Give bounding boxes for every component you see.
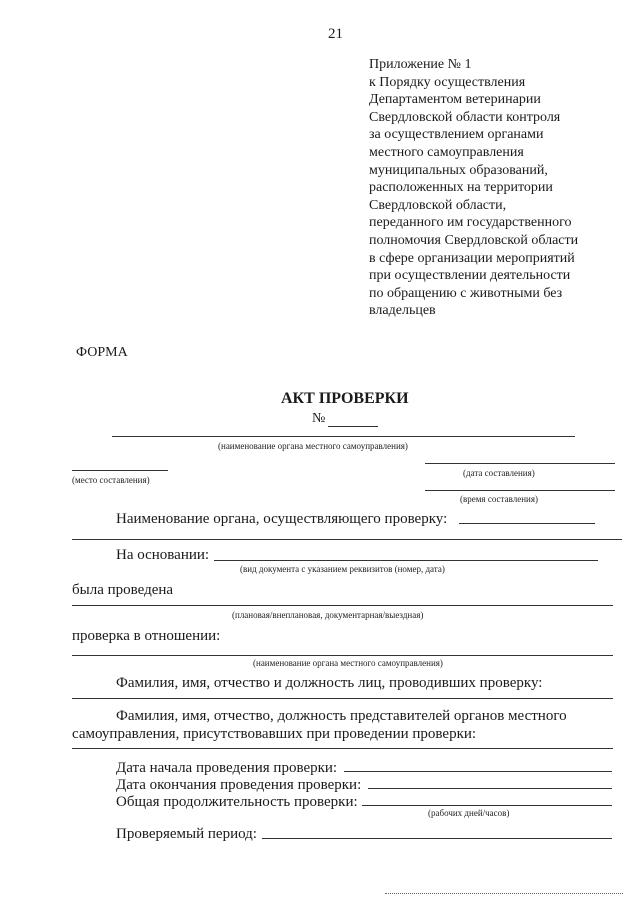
start-date-line[interactable] xyxy=(344,771,612,772)
date-line[interactable] xyxy=(425,463,615,464)
check-regarding-caption: (наименование органа местного самоуправления) xyxy=(253,658,443,668)
inspecting-organ-line-2[interactable] xyxy=(72,539,622,540)
appendix-line: Свердловской области контроля xyxy=(369,109,561,125)
appendix-line: в сфере организации мероприятий xyxy=(369,250,575,266)
organ-name-caption: (наименование органа местного самоуправления) xyxy=(218,441,408,451)
appendix-line: при осуществлении деятельности xyxy=(369,268,571,284)
appendix-line: полномочия Свердловской области xyxy=(369,232,579,248)
bottom-dotted-line xyxy=(385,893,623,894)
basis-line[interactable] xyxy=(214,560,598,561)
time-caption: (время составления) xyxy=(460,494,538,504)
time-line[interactable] xyxy=(425,490,615,491)
organ-name-line[interactable] xyxy=(112,436,575,437)
representatives-line[interactable] xyxy=(72,748,613,749)
appendix-line: Приложение № 1 xyxy=(369,57,472,72)
period-label: Проверяемый период: xyxy=(116,826,257,842)
basis-label: На основании: xyxy=(116,547,210,563)
check-type-line[interactable] xyxy=(72,605,613,606)
appendix-line: муниципальных образований, xyxy=(369,162,548,178)
appendix-line: Свердловской области, xyxy=(369,197,507,213)
appendix-block xyxy=(369,56,629,320)
place-line[interactable] xyxy=(72,470,168,471)
representatives-label-line-2: самоуправления, присутствовавших при проведении проверки: xyxy=(72,726,477,742)
check-regarding-line[interactable] xyxy=(72,655,613,656)
start-date-label: Дата начала проведения проверки: xyxy=(116,760,338,776)
inspecting-organ-label: Наименование органа, осуществляющего проверку: xyxy=(116,511,448,527)
appendix-line: местного самоуправления xyxy=(369,144,524,160)
act-number-label: № xyxy=(312,411,326,426)
duration-line[interactable] xyxy=(362,805,612,806)
appendix-line: владельцев xyxy=(369,303,436,319)
end-date-line[interactable] xyxy=(368,788,612,789)
appendix-line: по обращению с животными без xyxy=(369,285,563,301)
appendix-line: Департаментом ветеринарии xyxy=(369,92,541,108)
appendix-line: переданного им государственного xyxy=(369,215,572,231)
page-number: 21 xyxy=(328,26,343,42)
duration-caption: (рабочих дней/часов) xyxy=(428,808,510,818)
appendix-line: за осуществлением органами xyxy=(369,127,544,143)
representatives-label-line-1: Фамилия, имя, отчество, должность представителей органов местного xyxy=(116,708,567,724)
document-title: АКТ ПРОВЕРКИ xyxy=(281,390,409,407)
place-caption: (место составления) xyxy=(72,475,150,485)
basis-caption: (вид документа с указанием реквизитов (номер, дата) xyxy=(240,564,445,574)
act-number-line[interactable] xyxy=(328,426,378,427)
was-conducted-label: была проведена xyxy=(72,582,174,598)
period-line[interactable] xyxy=(262,838,612,839)
check-regarding-label: проверка в отношении: xyxy=(72,628,221,644)
form-label: ФОРМА xyxy=(76,345,128,360)
check-type-caption: (плановая/внеплановая, документарная/выездная) xyxy=(232,610,424,620)
inspectors-line[interactable] xyxy=(72,698,613,699)
duration-label: Общая продолжительность проверки: xyxy=(116,794,358,810)
inspecting-organ-line[interactable] xyxy=(459,523,595,524)
end-date-label: Дата окончания проведения проверки: xyxy=(116,777,362,793)
appendix-line: к Порядку осуществления xyxy=(369,74,526,90)
date-caption: (дата составления) xyxy=(463,468,535,478)
inspectors-label: Фамилия, имя, отчество и должность лиц, проводивших проверку: xyxy=(116,675,543,691)
appendix-line: расположенных на территории xyxy=(369,180,553,196)
